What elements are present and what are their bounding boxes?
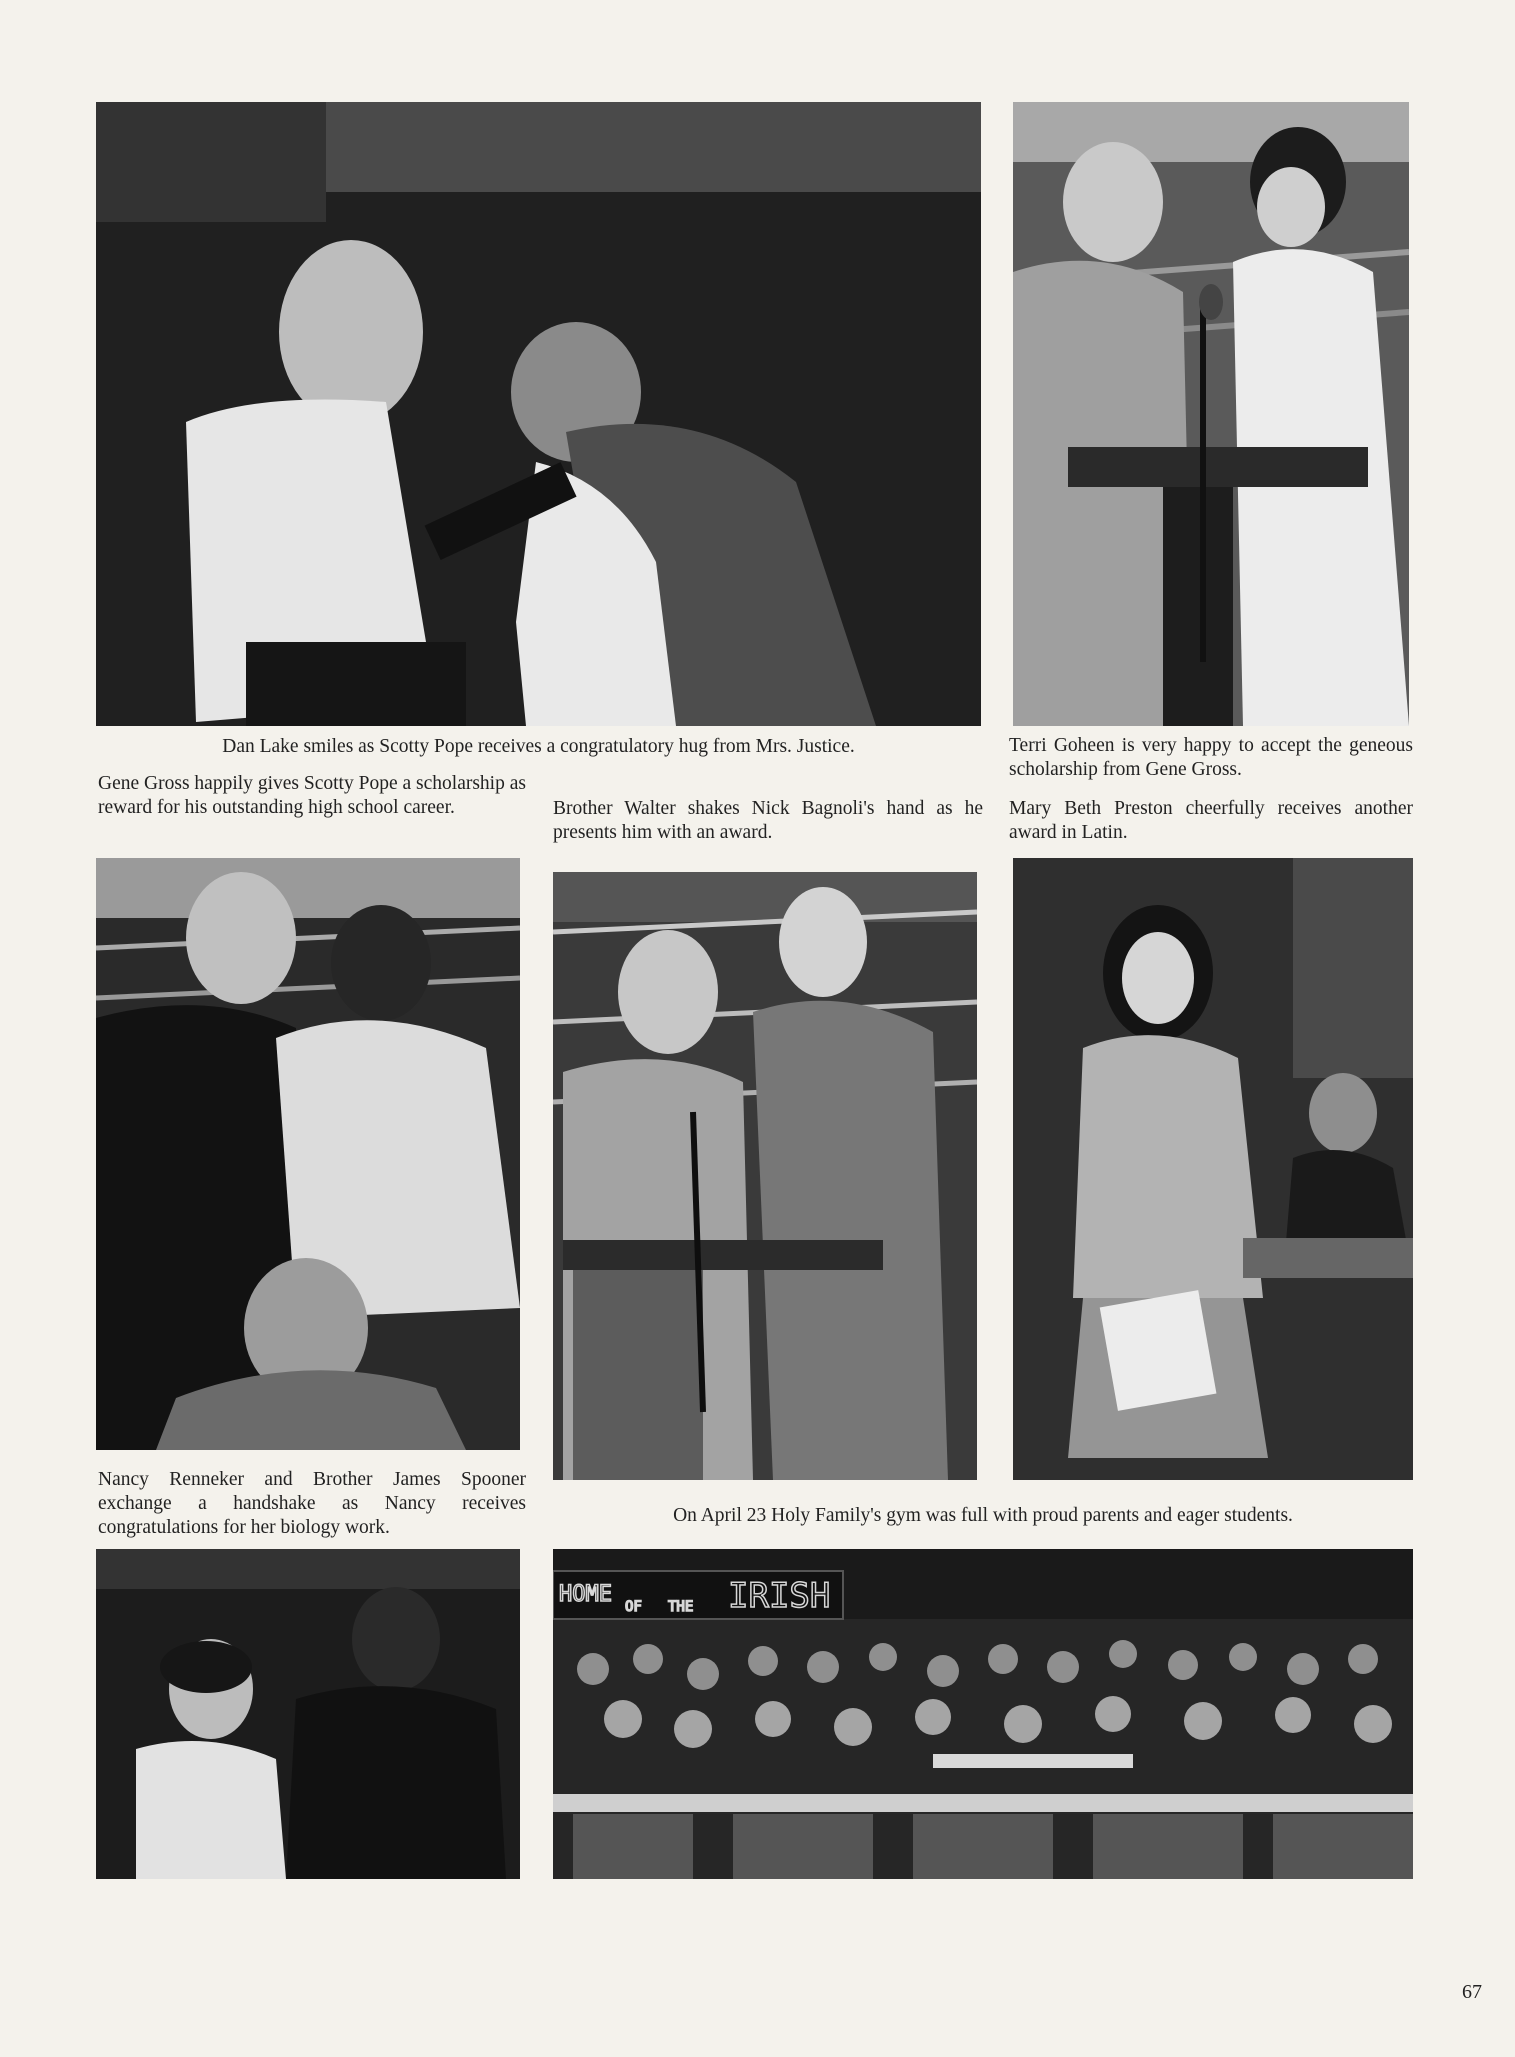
caption-gym: On April 23 Holy Family's gym was full with proud parents and eager students. bbox=[673, 1505, 1293, 1526]
photo-gene bbox=[96, 858, 520, 1450]
photo-terri bbox=[1013, 102, 1409, 726]
caption-nancy: Nancy Renneker and Brother James Spooner exchange a handshake as Nancy receives congratulations for her biology work. bbox=[98, 1469, 526, 1538]
caption-walter: Brother Walter shakes Nick Bagnoli's hand as he presents him with an award. bbox=[553, 798, 983, 843]
caption-terri: Terri Goheen is very happy to accept the geneous scholarship from Gene Gross. bbox=[1009, 735, 1413, 780]
caption-hug: Dan Lake smiles as Scotty Pope receives a congratulatory hug from Mrs. Justice. bbox=[222, 736, 855, 757]
photo-walter bbox=[553, 872, 977, 1480]
page-number: 67 bbox=[1462, 1981, 1482, 2003]
photo-nancy-image bbox=[96, 1549, 520, 1879]
caption-mary: Mary Beth Preston cheerfully receives another award in Latin. bbox=[1009, 798, 1413, 843]
photo-walter-image bbox=[553, 872, 977, 1480]
banner-of: OF bbox=[625, 1599, 642, 1615]
photo-hug bbox=[96, 102, 981, 726]
banner-home: HOME bbox=[559, 1582, 612, 1607]
photo-gym bbox=[553, 1549, 1413, 1879]
banner-irish: IRISH bbox=[728, 1576, 831, 1616]
photo-gym-image bbox=[553, 1549, 1413, 1879]
photo-mary bbox=[1013, 858, 1413, 1480]
photo-terri-image bbox=[1013, 102, 1409, 726]
photo-hug-image bbox=[96, 102, 981, 726]
photo-nancy bbox=[96, 1549, 520, 1879]
photo-mary-image bbox=[1013, 858, 1413, 1480]
banner-the: THE bbox=[668, 1599, 694, 1615]
caption-gene: Gene Gross happily gives Scotty Pope a scholarship as reward for his outstanding high school career. bbox=[98, 773, 526, 818]
photo-gene-image bbox=[96, 858, 520, 1450]
